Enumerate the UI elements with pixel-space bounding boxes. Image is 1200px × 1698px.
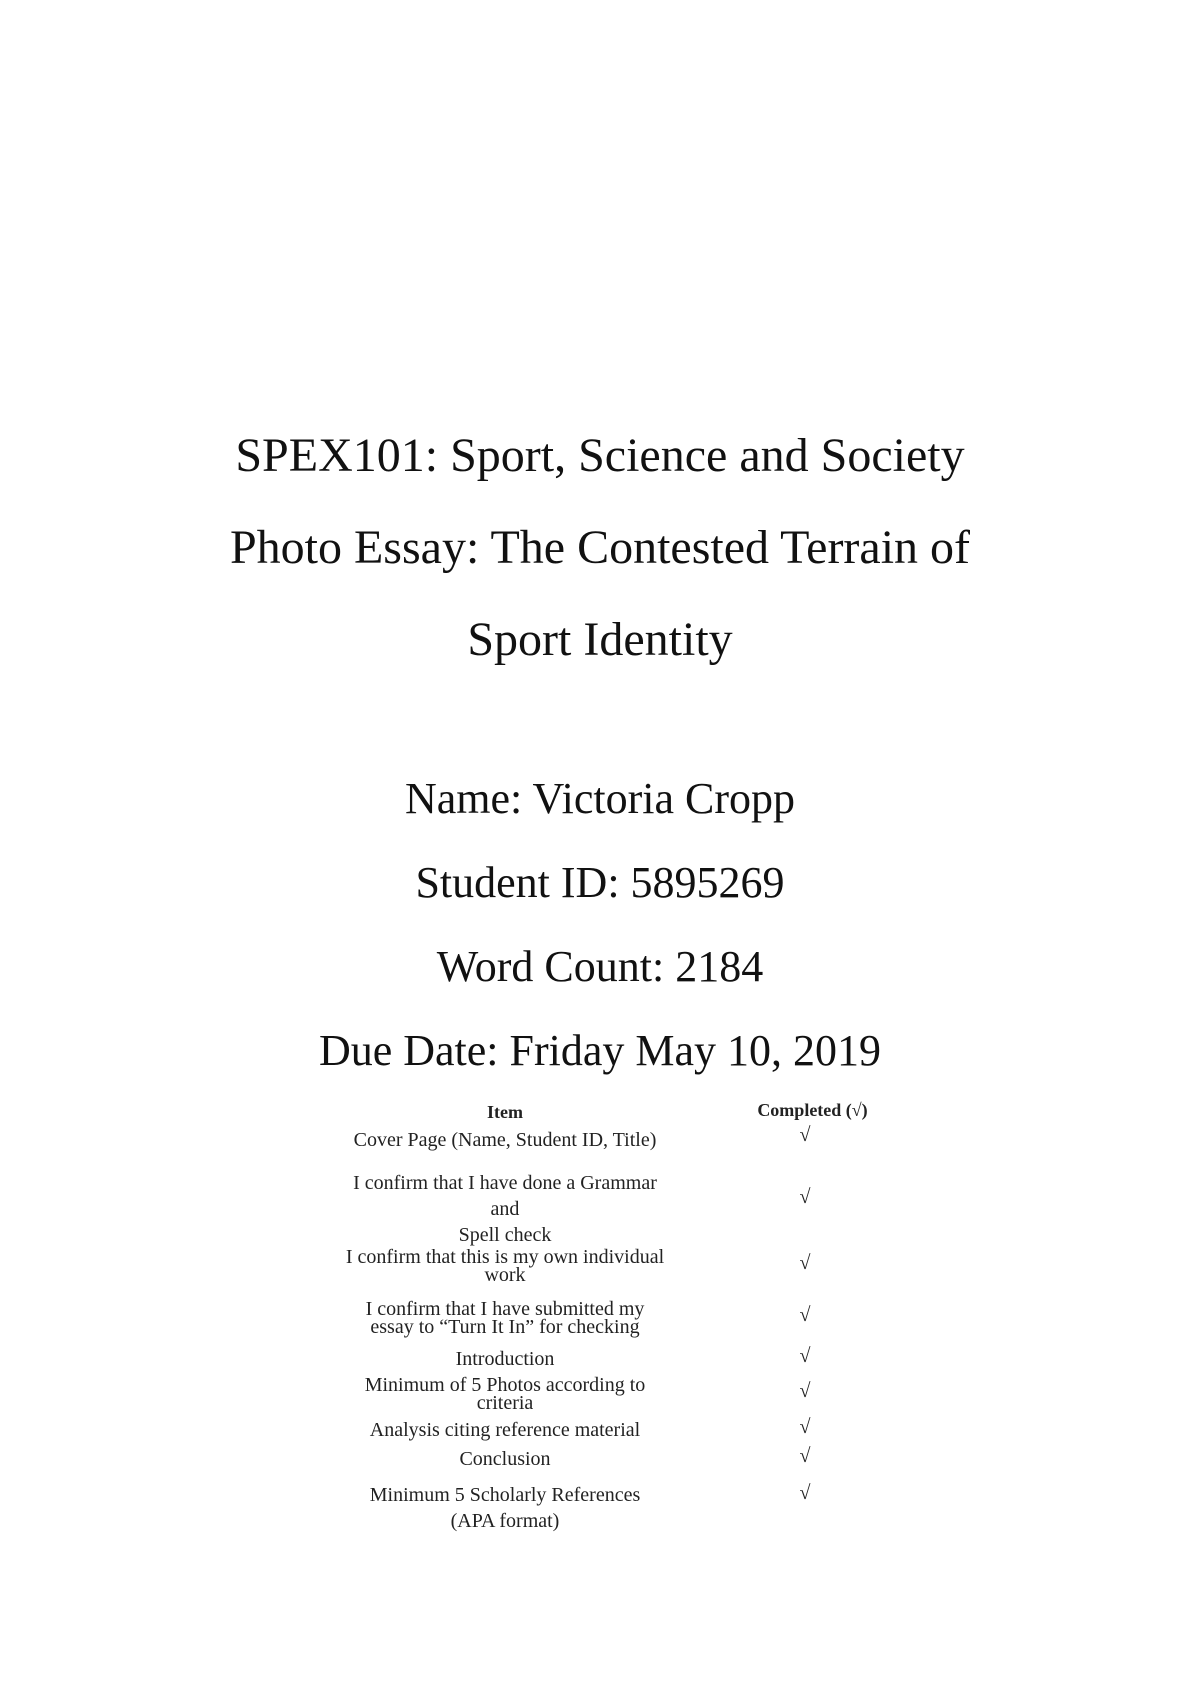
check-mark-icon: √ bbox=[799, 1445, 811, 1467]
check-mark-icon: √ bbox=[799, 1252, 811, 1274]
header-completed: Completed (√) bbox=[757, 1100, 868, 1120]
item-line: essay to “Turn It In” for checking bbox=[370, 1316, 640, 1338]
item-line: I confirm that I have submitted my bbox=[365, 1298, 645, 1320]
item-line: I confirm that this is my own individual bbox=[345, 1246, 665, 1268]
checklist-item-label bbox=[300, 1128, 710, 1152]
item-line: Analysis citing reference material bbox=[369, 1419, 641, 1441]
check-mark-icon: √ bbox=[799, 1186, 811, 1208]
check-mark-icon: √ bbox=[799, 1416, 811, 1438]
item-line: Introduction bbox=[455, 1348, 555, 1370]
checklist-item-label bbox=[300, 1447, 710, 1471]
title-line-essay-cont: Sport Identity bbox=[467, 613, 733, 666]
checklist-item-label bbox=[300, 1170, 710, 1248]
item-line: Minimum 5 Scholarly References bbox=[369, 1484, 641, 1506]
header-item: Item bbox=[487, 1102, 523, 1122]
checklist-item-label bbox=[300, 1347, 710, 1371]
checklist-item-label bbox=[300, 1376, 710, 1412]
essay-title bbox=[150, 410, 1050, 686]
due-date: Due Date: Friday May 10, 2019 bbox=[318, 1026, 882, 1075]
item-line: Conclusion bbox=[459, 1448, 551, 1470]
student-id: Student ID: 5895269 bbox=[415, 858, 785, 907]
checklist-item-label bbox=[300, 1300, 710, 1336]
title-line-course: SPEX101: Sport, Science and Society bbox=[235, 429, 965, 482]
check-mark-icon: √ bbox=[799, 1304, 811, 1326]
check-mark-icon: √ bbox=[799, 1380, 811, 1402]
check-mark-icon: √ bbox=[799, 1482, 811, 1504]
item-line: criteria bbox=[476, 1392, 534, 1414]
check-mark-icon: √ bbox=[799, 1345, 811, 1367]
item-line: Cover Page (Name, Student ID, Title) bbox=[353, 1129, 657, 1151]
checklist-item-label bbox=[300, 1418, 710, 1442]
title-line-essay: Photo Essay: The Contested Terrain of bbox=[229, 521, 971, 574]
item-line: Spell check bbox=[458, 1224, 552, 1246]
checklist-item-label bbox=[300, 1248, 710, 1284]
check-mark-icon: √ bbox=[799, 1124, 811, 1146]
item-line: and bbox=[490, 1198, 520, 1220]
checklist-item-label bbox=[300, 1482, 710, 1534]
item-line: I confirm that I have done a Grammar bbox=[353, 1172, 657, 1194]
item-line: (APA format) bbox=[450, 1510, 560, 1532]
student-name: Name: Victoria Cropp bbox=[404, 774, 795, 823]
item-line: work bbox=[484, 1264, 526, 1286]
student-info bbox=[150, 757, 1050, 1093]
word-count: Word Count: 2184 bbox=[436, 942, 764, 991]
item-line: Minimum of 5 Photos according to bbox=[364, 1374, 646, 1396]
